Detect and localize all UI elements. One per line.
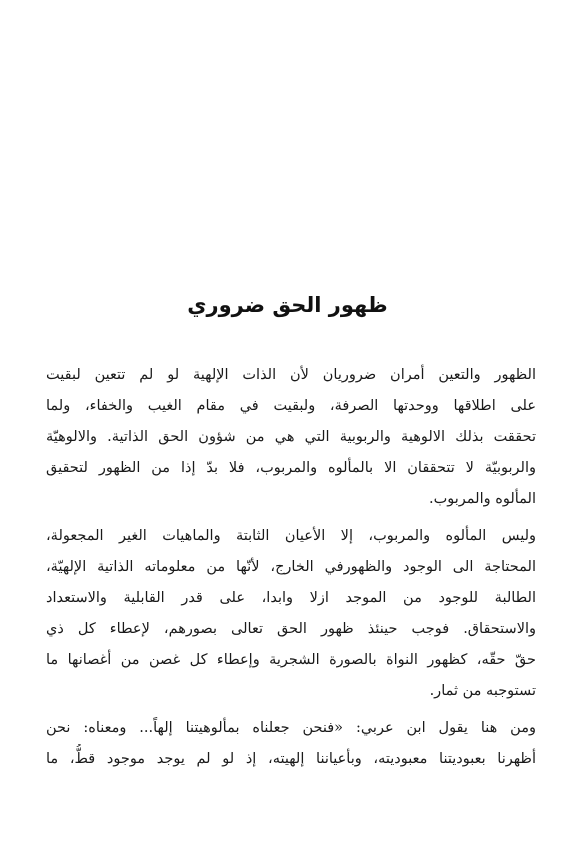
text-line: المحتاجة الى الوجود والظهورفي الخارج، لأنّها من معلوماته الذاتية الإلهيّة، [46,559,536,575]
text-line: والربوبيّة لا تتحققان الا بالمألوه والمربوب، فلا بدّ إذا من الظهور لتحقيق [46,460,536,476]
text-line: وليس المألوه والمربوب، إلا الأعيان الثابتة والماهيات الغير المجعولة، [46,528,536,544]
text-line: الطالبة للوجود من الموجد ازلا وابدا، على قدر القابلية والاستعداد [46,590,536,606]
text-line: تحققت بذلك الالوهية والربوبية التي هي من شؤون الحق الذاتية. والالوهيّة [46,429,536,445]
paragraph-3 [46,713,536,775]
text-line: والاستحقاق. فوجب حينئذ ظهور الحق تعالى بصورهم، لإعطاء كل ذي [46,621,536,637]
text-line: المألوه والمربوب. [429,491,536,507]
text-line: ومن هنا يقول ابن عربي: «فنحن جعلناه بمألوهيتنا إلهاً... ومعناه: نحن [46,720,536,736]
text-line: الظهور والتعين أمران ضروريان لأن الذات الإلهية لو لم تتعين لبقيت [46,367,536,383]
text-line: على اطلاقها ووحدتها الصرفة، ولبقيت في مقام الغيب والخفاء، ولما [46,398,536,414]
paragraph-2 [46,521,536,707]
text-line: تستوجبه من ثمار. [429,683,536,699]
page-title: ظهور الحق ضروري [187,293,388,317]
paragraph-1 [46,360,536,515]
text-line: حقّ حقّه، كظهور النواة بالصورة الشجرية وإعطاء كل غصن من أغصانها ما [46,652,536,668]
text-line: أظهرنا بعبوديتنا معبوديته، وبأعياننا إلهيته، إذ لو لم يوجد موجود قطُّ، ما [46,751,536,767]
body-text [46,360,536,781]
